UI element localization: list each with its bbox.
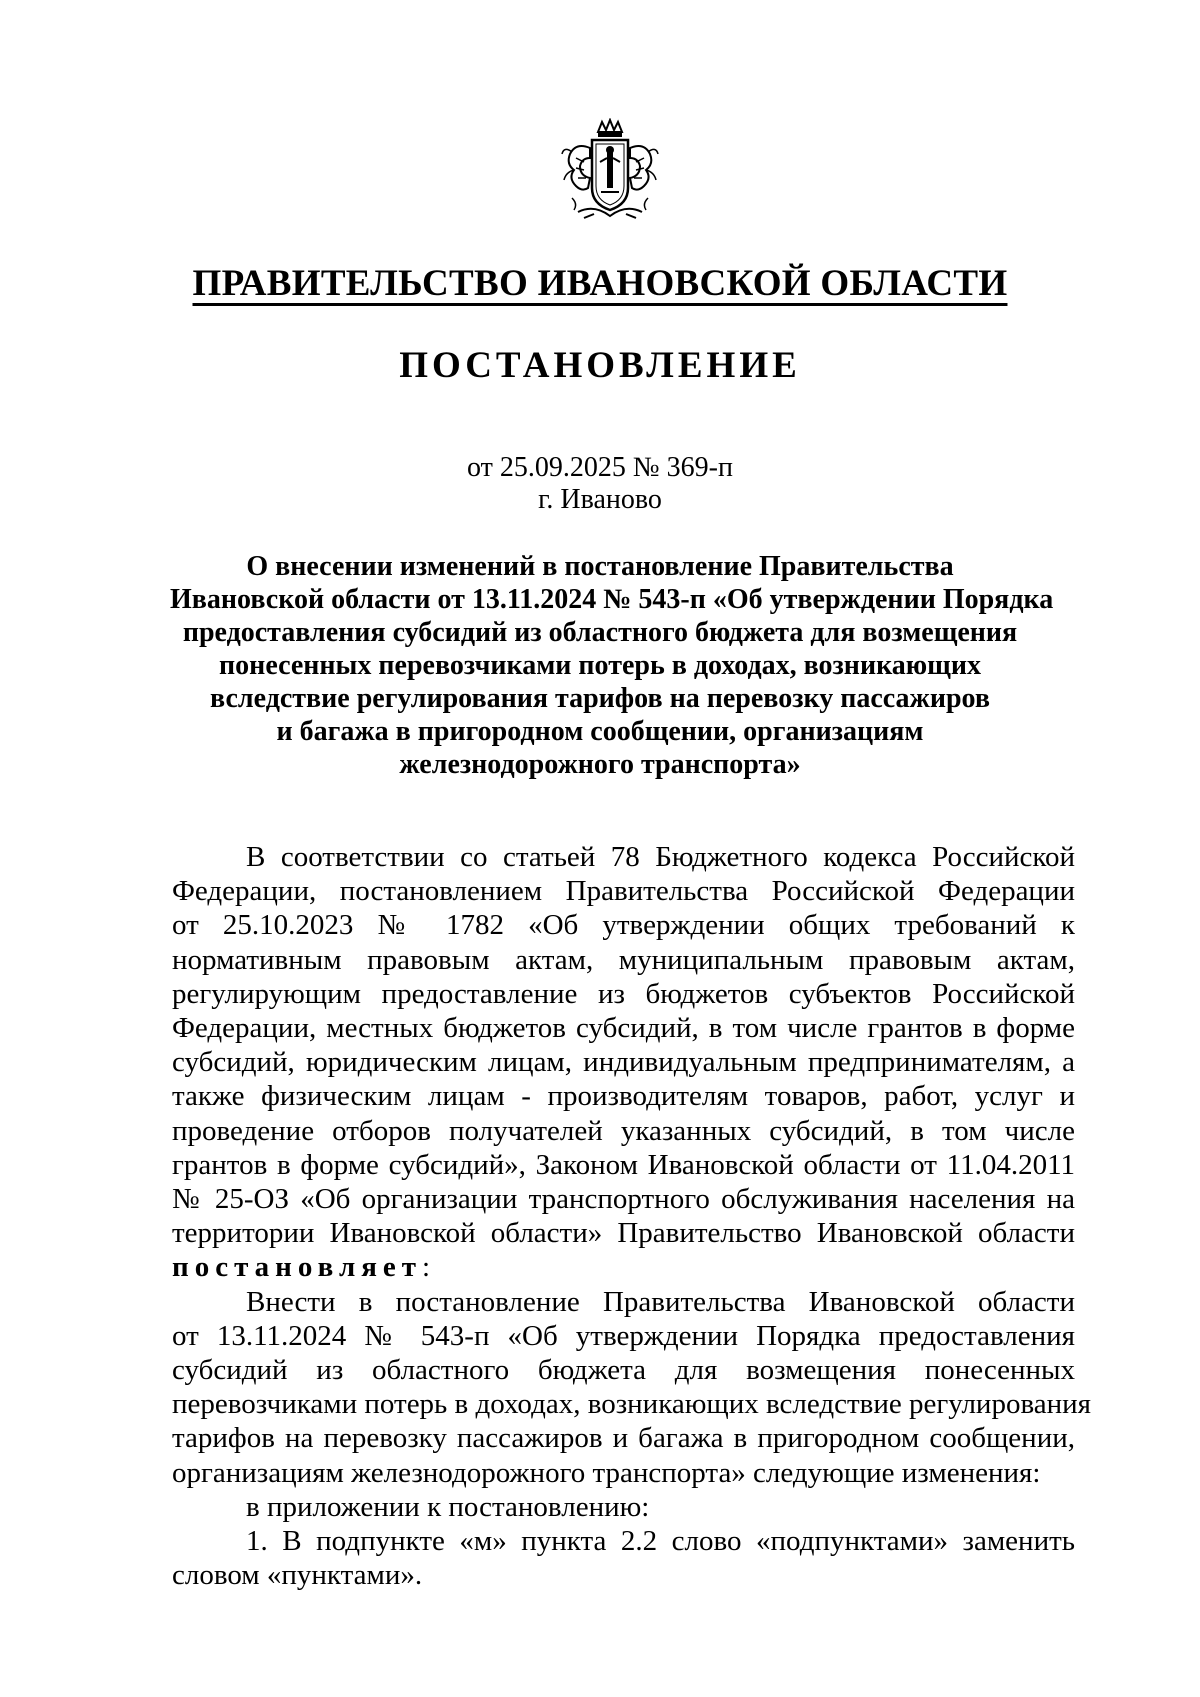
- body-line: грантов в форме субсидий», Законом Ивановской области от 11.04.2011: [172, 1148, 1075, 1181]
- body-line: Федерации, местных бюджетов субсидий, в том числе грантов в форме: [172, 1012, 1075, 1045]
- body-line: тарифов на перевозку пассажиров и багажа в пригородном сообщении,: [172, 1422, 1075, 1455]
- subject-line: Ивановской области от 13.11.2024 № 543-п «Об утверждении Порядка: [170, 584, 1054, 615]
- body-line: субсидий, юридическим лицам, индивидуальным предпринимателям, а: [172, 1046, 1075, 1079]
- document-subject: [170, 550, 1054, 781]
- body-line: перевозчиками потерь в доходах, возникающих вследствие регулирования: [172, 1388, 1092, 1421]
- body-line: проведение отборов получателей указанных субсидий, в том числе: [172, 1114, 1075, 1147]
- decree-line: [172, 1250, 1075, 1284]
- body-line: от 25.10.2023 № 1782 «Об утверждении общих требований к: [172, 909, 1075, 942]
- subject-line: О внесении изменений в постановление Правительства: [246, 551, 954, 582]
- body-line: организациям железнодорожного транспорта» следующие изменения:: [172, 1456, 1041, 1489]
- subject-line: и багажа в пригородном сообщении, организациям: [276, 716, 924, 747]
- body-line: В соответствии со статьей 78 Бюджетного кодекса Российской: [246, 841, 1075, 873]
- decree-colon: :: [422, 1251, 431, 1284]
- body-line: Внести в постановление Правительства Ивановской области: [246, 1285, 1075, 1318]
- body-line: субсидий из областного бюджета для возмещения понесенных: [172, 1354, 1075, 1387]
- body-line: № 25-ОЗ «Об организации транспортного обслуживания населения на: [172, 1183, 1075, 1216]
- body-line: нормативным правовым актам, муниципальным правовым актам,: [172, 943, 1075, 976]
- body-line: регулирующим предоставление из бюджетов субъектов Российской: [172, 977, 1075, 1010]
- body-line: также физическим лицам - производителям товаров, работ, услуг и: [172, 1080, 1075, 1113]
- body-line: Федерации, постановлением Правительства Российской Федерации: [172, 875, 1075, 908]
- subject-line: вследствие регулирования тарифов на перевозку пассажиров: [210, 683, 990, 714]
- coat-of-arms-icon: [554, 118, 666, 230]
- document-city: г. Иваново: [538, 484, 662, 515]
- item-line: словом «пунктами».: [172, 1559, 423, 1592]
- document-body: [172, 840, 1092, 1592]
- appendix-line: в приложении к постановлению:: [246, 1490, 650, 1523]
- subject-line: железнодорожного транспорта»: [399, 749, 801, 780]
- document-type: ПОСТАНОВЛЕНИЕ: [399, 345, 801, 386]
- decree-word: постановляет: [172, 1251, 423, 1284]
- document-date-number: от 25.09.2025 № 369-п: [467, 452, 733, 483]
- government-title: ПРАВИТЕЛЬСТВО ИВАНОВСКОЙ ОБЛАСТИ: [192, 263, 1008, 304]
- body-line: территории Ивановской области» Правительство Ивановской области: [172, 1217, 1075, 1250]
- subject-line: предоставления субсидий из областного бюджета для возмещения: [182, 617, 1018, 648]
- subject-line: понесенных перевозчиками потерь в доходах, возникающих: [219, 650, 981, 681]
- coat-of-arms: [554, 118, 666, 230]
- item-line: 1. В подпункте «м» пункта 2.2 слово «подпунктами» заменить: [246, 1525, 1075, 1558]
- body-line: от 13.11.2024 № 543-п «Об утверждении Порядка предоставления: [172, 1319, 1075, 1352]
